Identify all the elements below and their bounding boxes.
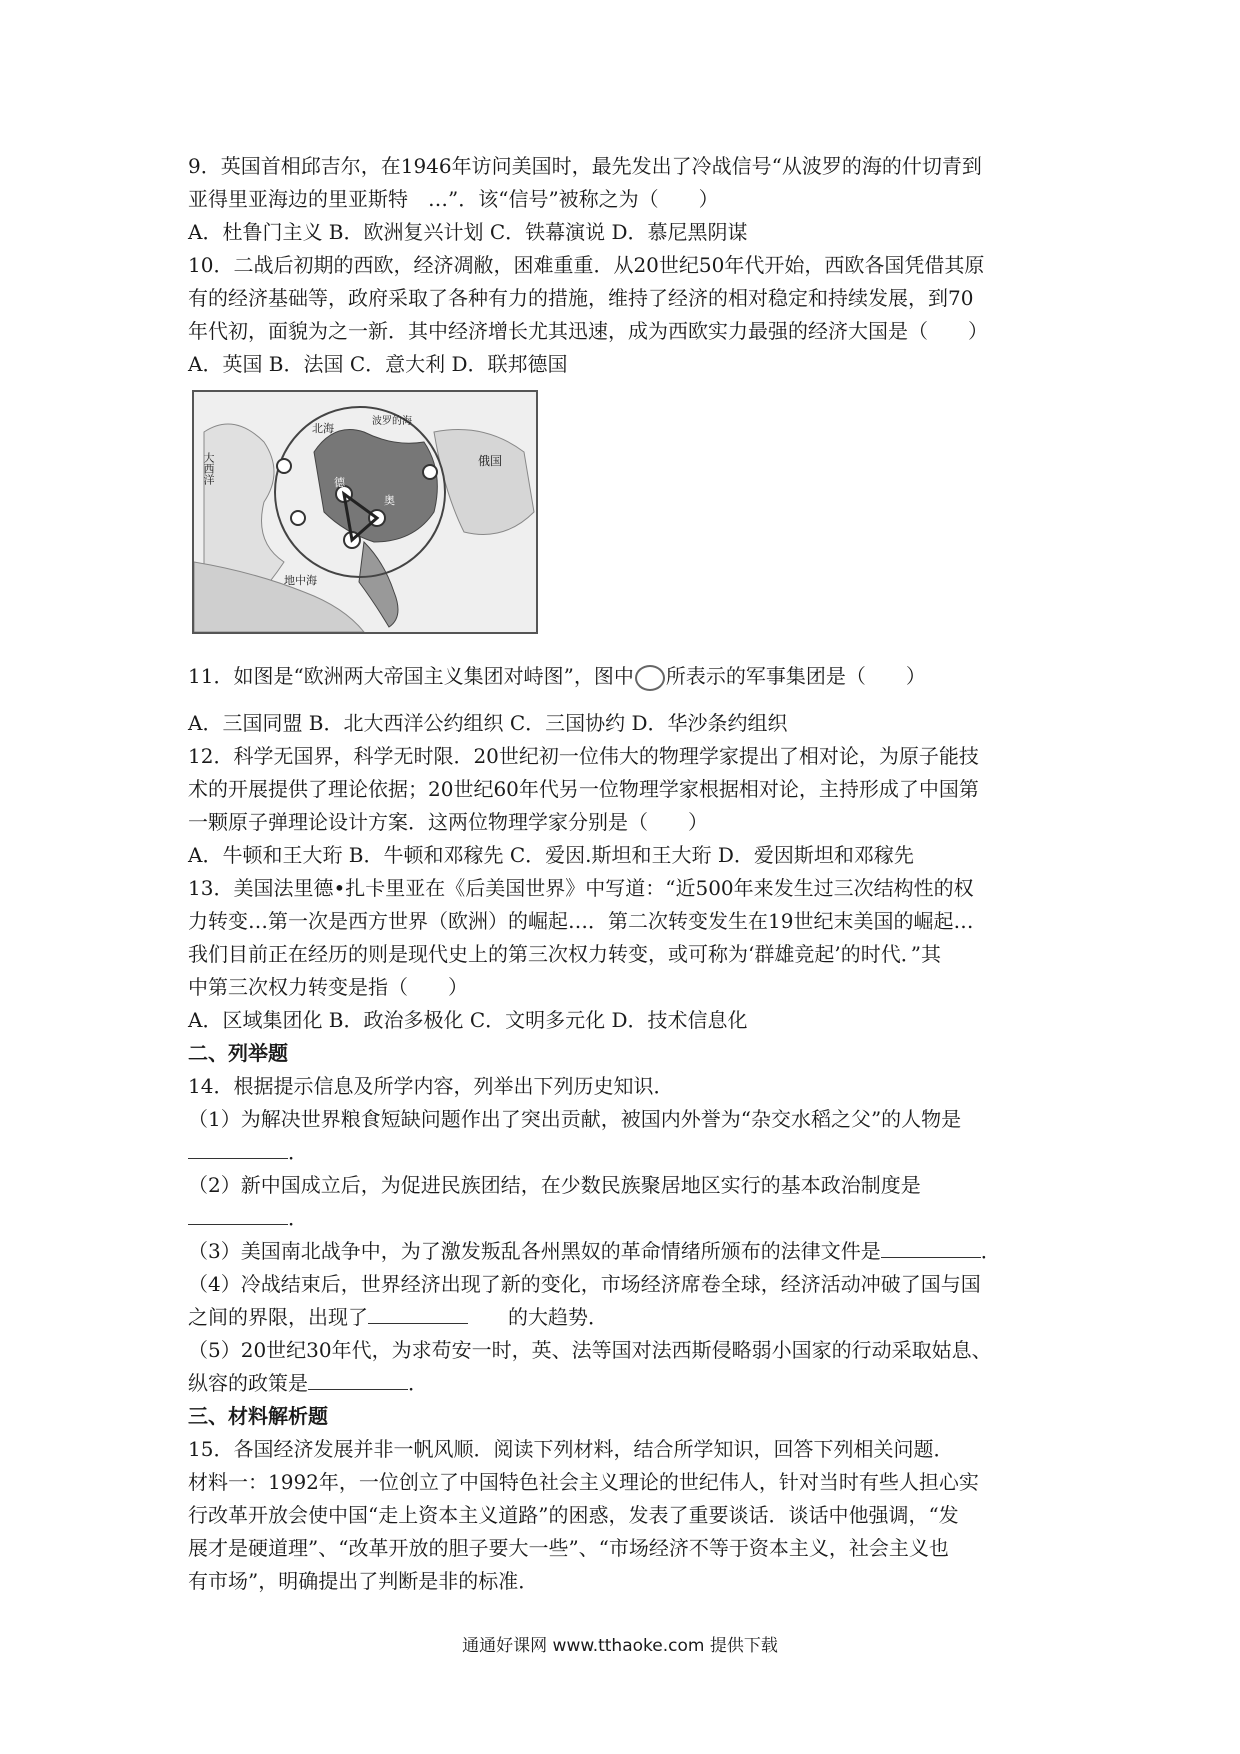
q14-item-2-answer <box>188 1202 1068 1235</box>
q13-line-2: 力转变…第一次是西方世界（欧洲）的崛起…．第二次转变发生在19世纪末美国的崛起… <box>188 909 974 933</box>
map-label-austria: 奥 <box>384 494 395 507</box>
answer-blank[interactable] <box>881 1235 981 1258</box>
q14-item-4-line-1: （4）冷战结束后，世界经济出现了新的变化，市场经济席卷全球，经济活动冲破了国与国 <box>188 1272 981 1296</box>
q14-item-4-line-2 <box>188 1301 1068 1334</box>
q13-options: A．区域集团化 B．政治多极化 C．文明多元化 D．技术信息化 <box>188 1008 748 1032</box>
map-drawing <box>194 392 536 632</box>
q13-line-4: 中第三次权力转变是指（ ） <box>188 975 468 999</box>
q11-text-post: 所表示的军事集团是（ ） <box>665 664 926 688</box>
q10-options: A．英国 B．法国 C．意大利 D．联邦德国 <box>188 352 568 376</box>
q12-line-3: 一颗原子弹理论设计方案．这两位物理学家分别是（ ） <box>188 810 708 834</box>
q14-item-1-answer <box>188 1136 1068 1169</box>
q15-material-line-2: 行改革开放会使中国“走上资本主义道路”的困惑，发表了重要谈话．谈话中他强调，“发 <box>188 1503 959 1527</box>
q14-item-3 <box>188 1235 1068 1268</box>
map-label-atlantic: 大西洋 <box>202 452 215 485</box>
section-3-heading: 三、材料解析题 <box>188 1404 328 1428</box>
q9-options: A．杜鲁门主义 B．欧洲复兴计划 C．铁幕演说 D．慕尼黑阴谋 <box>188 220 748 244</box>
period: ． <box>408 1371 428 1395</box>
q14-item-4-text: 之间的界限，出现了 <box>188 1305 368 1329</box>
q14-intro: 14．根据提示信息及所学内容，列举出下列历史知识． <box>188 1074 674 1098</box>
map-label-north-sea: 北海 <box>312 422 334 435</box>
answer-blank[interactable] <box>188 1202 288 1225</box>
map-label-mediterranean: 地中海 <box>284 574 317 587</box>
q13-line-3: 我们目前正在经历的则是现代史上的第三次权力转变，或可称为‘群雄竞起’的时代．”其 <box>188 942 941 966</box>
period: ． <box>288 1206 308 1230</box>
q14-item-5-line-1: （5）20世纪30年代，为求苟安一时，英、法等国对法西斯侵略弱小国家的行动采取姑息、 <box>188 1338 992 1362</box>
europe-blocs-map <box>192 390 538 634</box>
q15-intro: 15．各国经济发展并非一帆风顺．阅读下列材料，结合所学知识，回答下列相关问题． <box>188 1437 954 1461</box>
q12-line-2: 术的开展提供了理论依据；20世纪60年代另一位物理学家根据相对论，主持形成了中国第 <box>188 777 979 801</box>
map-label-baltic: 波罗的海 <box>372 416 412 427</box>
q10-line-3: 年代初，面貌为之一新．其中经济增长尤其迅速，成为西欧实力最强的经济大国是（ ） <box>188 319 988 343</box>
answer-blank[interactable] <box>368 1301 468 1324</box>
q14-item-4-tail: 的大趋势． <box>508 1305 608 1329</box>
q14-item-3-text: （3）美国南北战争中，为了激发叛乱各州黑奴的革命情绪所颁布的法律文件是 <box>188 1239 881 1263</box>
q15-material-line-4: 有市场”，明确提出了判断是非的标准． <box>188 1569 539 1593</box>
q9-line-2: 亚得里亚海边的里亚斯特 …”．该“信号”被称之为（ ） <box>188 187 719 211</box>
q14-item-5-text: 纵容的政策是 <box>188 1371 308 1395</box>
period: ． <box>288 1140 308 1164</box>
q11-options: A．三国同盟 B．北大西洋公约组织 C．三国协约 D．华沙条约组织 <box>188 711 788 735</box>
q11-question <box>188 660 1068 693</box>
answer-blank[interactable] <box>188 1136 288 1159</box>
q14-item-5-line-2 <box>188 1367 1068 1400</box>
q14-item-1: （1）为解决世界粮食短缺问题作出了突出贡献，被国内外誉为“杂交水稻之父”的人物是 <box>188 1107 962 1131</box>
answer-blank[interactable] <box>308 1367 408 1390</box>
q15-material-line-1: 材料一：1992年，一位创立了中国特色社会主义理论的世纪伟人，针对当时有些人担心实 <box>188 1470 979 1494</box>
q11-text-pre: 11．如图是“欧洲两大帝国主义集团对峙图”，图中 <box>188 664 634 688</box>
q12-options: A．牛顿和王大珩 B．牛顿和邓稼先 C．爱因.斯坦和王大珩 D．爱因斯坦和邓稼先 <box>188 843 914 867</box>
section-2-heading: 二、列举题 <box>188 1041 288 1065</box>
q15-material-line-3: 展才是硬道理”、“改革开放的胆子要大一些”、“市场经济不等于资本主义，社会主义也 <box>188 1536 949 1560</box>
map-label-russia: 俄国 <box>478 454 503 468</box>
period: ． <box>980 1239 1001 1263</box>
q10-line-1: 10．二战后初期的西欧，经济凋敝，困难重重．从20世纪50年代开始，西欧各国凭借其原 <box>188 253 985 277</box>
q13-line-1: 13．美国法里德•扎卡里亚在《后美国世界》中写道：“近500年来发生过三次结构性的权 <box>188 876 974 900</box>
circle-symbol-icon <box>635 665 665 691</box>
q10-line-2: 有的经济基础等，政府采取了各种有力的措施，维持了经济的相对稳定和持续发展，到70 <box>188 286 974 310</box>
map-label-germany: 德 <box>334 476 345 489</box>
q9-line-1: 9．英国首相邱吉尔，在1946年访问美国时，最先发出了冷战信号“从波罗的海的什切青到 <box>188 154 982 178</box>
q12-line-1: 12．科学无国界，科学无时限．20世纪初一位伟大的物理学家提出了相对论，为原子能技 <box>188 744 979 768</box>
page-footer: 通通好课网 www.tthaoke.com 提供下载 <box>462 1636 778 1656</box>
q14-item-2: （2）新中国成立后，为促进民族团结，在少数民族聚居地区实行的基本政治制度是 <box>188 1173 921 1197</box>
